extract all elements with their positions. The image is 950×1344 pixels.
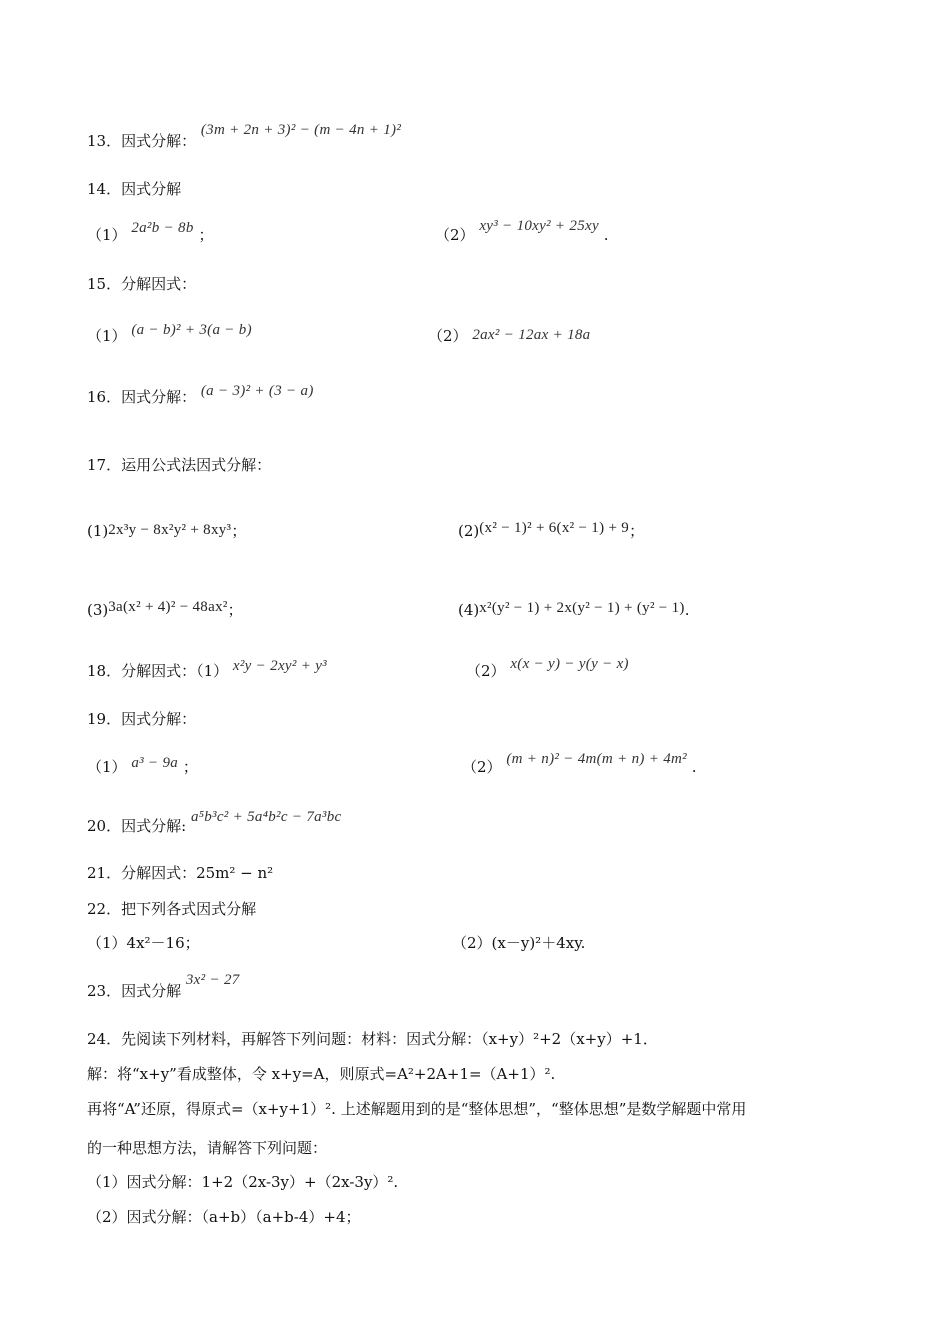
q14-p2-label: （2） [435, 226, 475, 244]
question-17-part-2 [458, 521, 644, 542]
q23-expression: 3x² − 27 [185, 972, 240, 988]
q13-label: 13．因式分解： [87, 132, 197, 150]
question-22-part-1: （1）4x²－16； [87, 934, 200, 952]
q17-p2-end: ； [629, 522, 645, 540]
question-19-part-2 [462, 751, 697, 778]
question-17-part-1 [87, 521, 246, 542]
q17-p1-end: ； [231, 522, 247, 540]
q20-expression: a⁵b³c² + 5a⁴b²c − 7a³bc [190, 809, 342, 825]
q17-p3-label: (3) [87, 601, 109, 619]
question-14-part-2 [435, 218, 609, 246]
q14-p1-expression: 2a²b − 8b [131, 220, 194, 236]
question-17-part-3 [87, 600, 243, 621]
q14-p2-expression: xy³ − 10xy² + 25xy [479, 218, 599, 234]
q18-label: 18．分解因式：（1） [87, 662, 229, 680]
question-15-label: 15．分解因式： [87, 275, 197, 293]
q14-p1-end: ； [198, 226, 214, 244]
question-24-line-5: （1）因式分解：1+2（2x-3y）+（2x-3y）². [87, 1173, 399, 1191]
q17-p2-label: (2) [458, 522, 480, 540]
q15-p1-label: （1） [87, 327, 127, 345]
q23-label: 23．因式分解 [87, 982, 182, 1000]
q13-expression: (3m + 2n + 3)² − (m − 4n + 1)² [200, 122, 402, 138]
q17-p3-expression: 3a(x² + 4)² − 48ax² [108, 599, 228, 615]
q19-p1-expression: a³ − 9a [131, 755, 179, 771]
question-22-part-2: （2）(x－y)²＋4xy. [452, 934, 586, 952]
question-20 [87, 809, 342, 837]
q19-p1-label: （1） [87, 758, 127, 776]
question-24-line-3: 再将“A”还原，得原式=（x+y+1）². 上述解题用到的是“整体思想”，“整体思想”是数学解题中常用 [87, 1100, 747, 1118]
q19-p2-expression: (m + n)² − 4m(m + n) + 4m² [506, 751, 687, 767]
question-24-line-6: （2）因式分解：（a+b）（a+b-4）+4； [87, 1208, 361, 1226]
question-19-label: 19．因式分解： [87, 710, 197, 728]
q19-p1-end: ； [182, 758, 198, 776]
question-18-part-2 [466, 656, 629, 682]
q18-p1-expression: x²y − 2xy² + y³ [232, 658, 327, 674]
question-22-label: 22．把下列各式因式分解 [87, 900, 257, 918]
q14-p1-label: （1） [87, 226, 127, 244]
q18-p2-expression: x(x − y) − y(y − x) [510, 656, 629, 672]
q19-p2-label: （2） [462, 758, 502, 776]
question-23 [87, 972, 240, 1002]
question-16 [87, 383, 314, 408]
question-24-line-4: 的一种思想方法，请解答下列问题： [87, 1139, 328, 1157]
q20-label: 20．因式分解: [87, 817, 187, 835]
q17-p2-expression: (x² − 1)² + 6(x² − 1) + 9 [479, 520, 630, 536]
question-21: 21．分解因式：25m² − n² [87, 864, 274, 882]
q17-p1-label: (1) [87, 522, 109, 540]
q19-p2-end: . [691, 758, 697, 776]
q15-p2-expression: 2ax² − 12ax + 18a [472, 327, 591, 343]
q16-label: 16．因式分解： [87, 388, 197, 406]
question-14-label: 14．因式分解 [87, 180, 182, 198]
q17-p4-label: (4) [458, 601, 480, 619]
q17-p1-expression: 2x³y − 8x²y² + 8xy³ [108, 522, 232, 538]
q14-p2-end: . [603, 226, 609, 244]
q17-p3-end: ； [227, 601, 243, 619]
question-17-part-4 [458, 600, 690, 621]
question-19-part-1 [87, 757, 198, 778]
question-13 [87, 122, 402, 152]
q18-p2-label: （2） [466, 662, 506, 680]
question-24-line-2: 解：将“x+y”看成整体，令 x+y=A，则原式=A²+2A+1=（A+1）². [87, 1065, 556, 1083]
question-17-label: 17．运用公式法因式分解： [87, 456, 272, 474]
question-15-part-1 [87, 322, 252, 347]
question-18 [87, 658, 327, 682]
question-24-line-1: 24．先阅读下列材料，再解答下列问题：材料：因式分解：（x+y）²+2（x+y）+1． [87, 1030, 658, 1048]
q16-expression: (a − 3)² + (3 − a) [200, 383, 314, 399]
q15-p1-expression: (a − b)² + 3(a − b) [131, 322, 252, 338]
q17-p4-end: . [684, 601, 690, 619]
q17-p4-expression: x²(y² − 1) + 2x(y² − 1) + (y² − 1) [479, 600, 685, 616]
question-14-part-1 [87, 220, 214, 246]
question-15-part-2 [428, 326, 591, 347]
q15-p2-label: （2） [428, 327, 468, 345]
